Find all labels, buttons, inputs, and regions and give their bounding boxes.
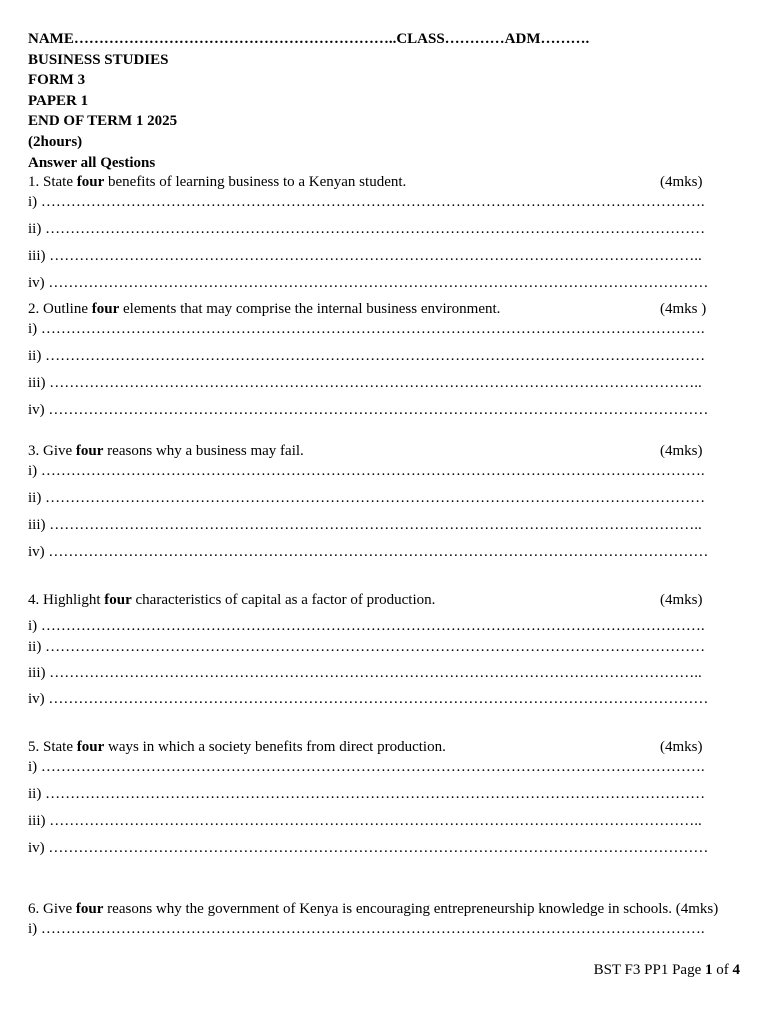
- answer-line-iii[interactable]: iii) …………………………………………………………………………………………………………………..: [28, 517, 702, 533]
- answer-line-i[interactable]: i) …………………………………………………………………………………………………………………….: [28, 194, 705, 210]
- answer-line-iii[interactable]: iii) …………………………………………………………………………………………………………………..: [28, 375, 702, 391]
- answer-line-ii[interactable]: ii) ……………………………………………………………………………………………………………………: [28, 221, 706, 237]
- question-text: [28, 899, 740, 919]
- answer-line-i[interactable]: i) …………………………………………………………………………………………………………………….: [28, 321, 705, 337]
- question-body: characteristics of capital as a factor of production.: [131, 592, 436, 608]
- answer-line-i[interactable]: i) …………………………………………………………………………………………………………………….: [28, 759, 705, 775]
- answer-line-i[interactable]: i) …………………………………………………………………………………………………………………….: [28, 921, 705, 937]
- answer-line-iv[interactable]: iv) ……………………………………………………………………………………………………………………: [28, 840, 709, 856]
- exam-page: [28, 29, 740, 937]
- question-body: elements that may comprise the internal business environment.: [119, 301, 501, 317]
- question-text: [28, 590, 740, 610]
- answer-line-iv[interactable]: iv) ……………………………………………………………………………………………………………………: [28, 691, 709, 707]
- question-body: reasons why a business may fail.: [103, 443, 304, 459]
- instruction-label: Answer all Qestions: [28, 154, 156, 171]
- question-text: [28, 737, 740, 757]
- question-emphasis: four: [75, 443, 104, 459]
- paper-label: PAPER 1: [28, 92, 89, 109]
- question-text: [28, 299, 740, 319]
- answer-line-iv[interactable]: iv) ……………………………………………………………………………………………………………………: [28, 402, 709, 418]
- question-emphasis: four: [91, 301, 120, 317]
- marks-label: (4mks ): [660, 301, 707, 317]
- marks-label: (4mks): [660, 443, 703, 459]
- subject-title: BUSINESS STUDIES: [28, 51, 169, 68]
- student-details-line: NAME………………………………………………………..CLASS…………ADM……….: [28, 31, 590, 47]
- question-3: [28, 441, 740, 569]
- question-emphasis: four: [75, 901, 104, 917]
- form-label: FORM 3: [28, 72, 86, 89]
- answer-line-iv[interactable]: iv) ……………………………………………………………………………………………………………………: [28, 544, 709, 560]
- answer-line-ii[interactable]: ii) ……………………………………………………………………………………………………………………: [28, 490, 706, 506]
- answer-line-ii[interactable]: ii) ……………………………………………………………………………………………………………………: [28, 639, 706, 655]
- question-prefix: 5. State: [28, 739, 77, 755]
- term-label: END OF TERM 1 2025: [28, 113, 178, 130]
- question-body: benefits of learning business to a Kenyan student.: [104, 174, 407, 190]
- answer-line-iii[interactable]: iii) …………………………………………………………………………………………………………………..: [28, 248, 702, 264]
- question-emphasis: four: [76, 174, 105, 190]
- footer-page-total: 4: [732, 962, 740, 978]
- question-6: [28, 899, 740, 946]
- answer-line-i[interactable]: i) …………………………………………………………………………………………………………………….: [28, 618, 705, 634]
- answer-line-iii[interactable]: iii) …………………………………………………………………………………………………………………..: [28, 665, 702, 681]
- answer-line-i[interactable]: i) …………………………………………………………………………………………………………………….: [28, 463, 705, 479]
- answer-line-ii[interactable]: ii) ……………………………………………………………………………………………………………………: [28, 786, 706, 802]
- duration-label: (2hours): [28, 133, 83, 150]
- marks-label: (4mks): [660, 174, 703, 190]
- question-body: reasons why the government of Kenya is encouraging entrepreneurship knowledge in schools. (4mks): [103, 901, 719, 917]
- question-5: [28, 737, 740, 865]
- question-emphasis: four: [76, 739, 105, 755]
- question-text: [28, 441, 740, 461]
- footer-of: of: [712, 962, 733, 978]
- answer-line-ii[interactable]: ii) ……………………………………………………………………………………………………………………: [28, 348, 706, 364]
- answer-line-iii[interactable]: iii) …………………………………………………………………………………………………………………..: [28, 813, 702, 829]
- question-prefix: 4. Highlight: [28, 592, 105, 608]
- footer-prefix: BST F3 PP1 Page: [593, 962, 705, 978]
- marks-label: (4mks): [660, 592, 703, 608]
- page-footer: [594, 960, 740, 980]
- question-4: [28, 590, 740, 716]
- question-emphasis: four: [104, 592, 132, 608]
- question-2: [28, 299, 740, 427]
- question-text: [28, 172, 740, 192]
- question-prefix: 6. Give: [28, 901, 76, 917]
- question-body: ways in which a society benefits from direct production.: [104, 739, 446, 755]
- question-1: [28, 172, 740, 300]
- footer-page-number: 1: [705, 962, 713, 978]
- question-prefix: 1. State: [28, 174, 77, 190]
- question-prefix: 2. Outline: [28, 301, 92, 317]
- answer-line-iv[interactable]: iv) ……………………………………………………………………………………………………………………: [28, 275, 709, 291]
- question-prefix: 3. Give: [28, 443, 76, 459]
- marks-label: (4mks): [660, 739, 703, 755]
